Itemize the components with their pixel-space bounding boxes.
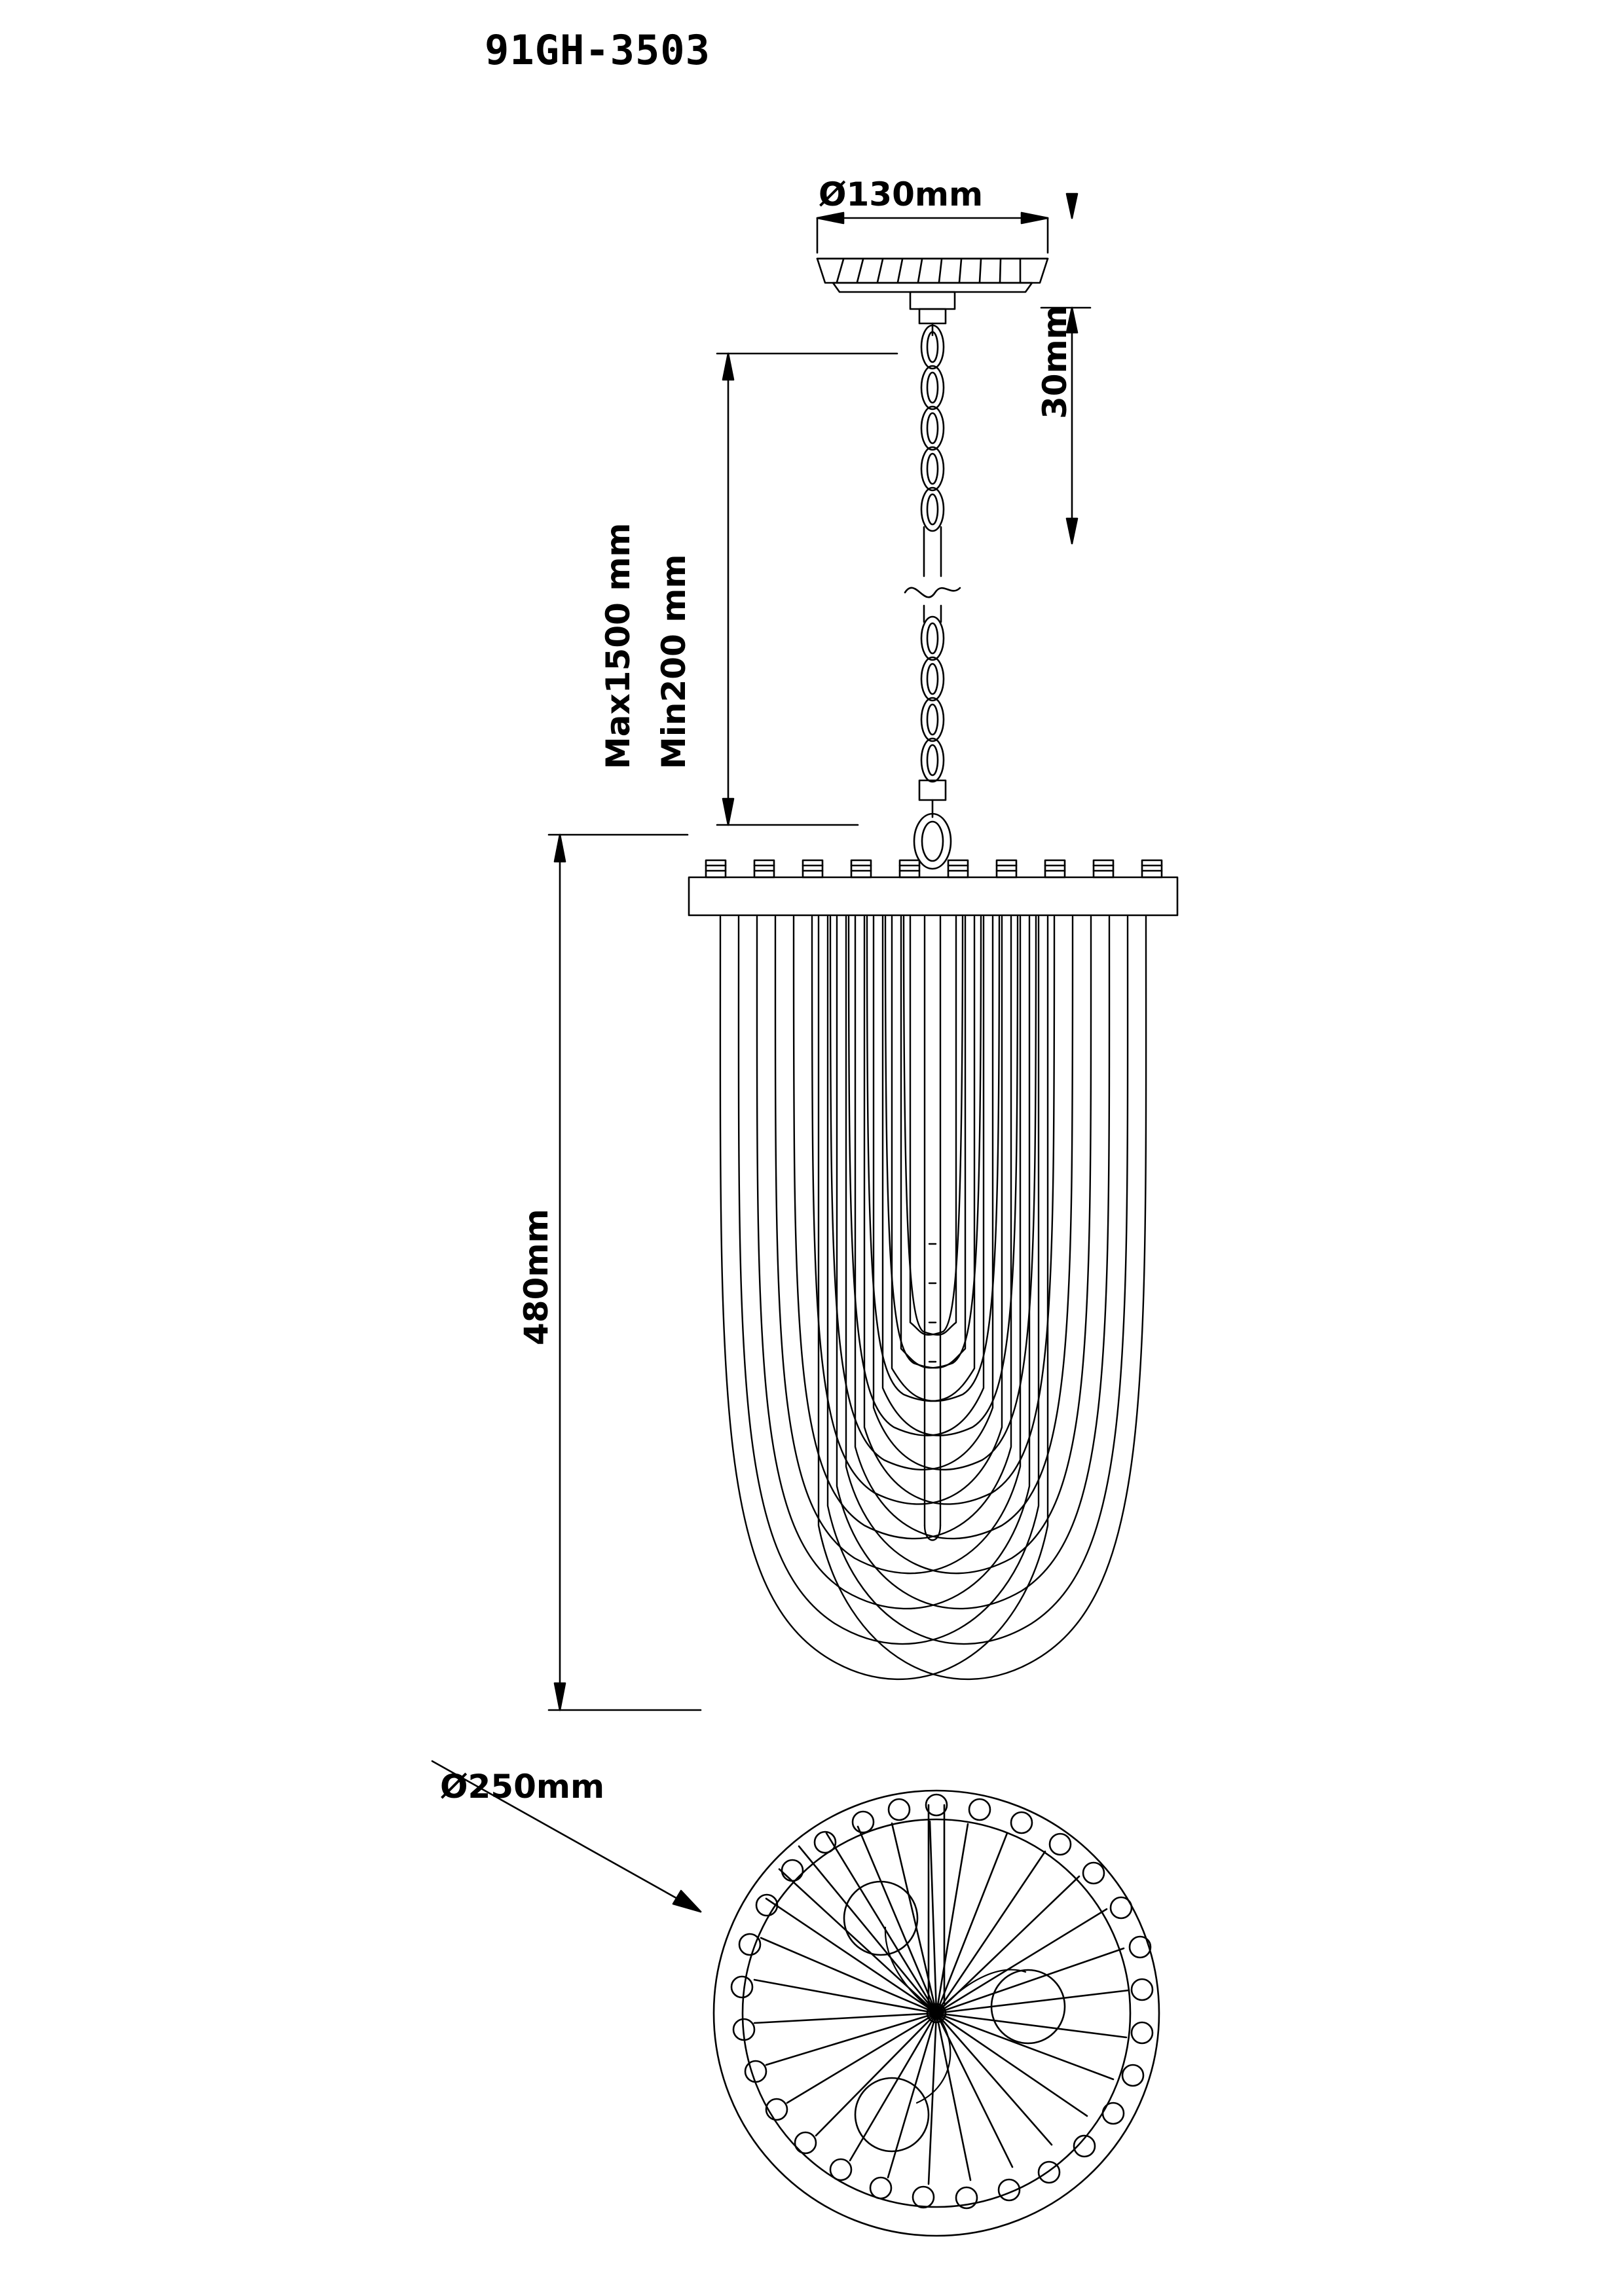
dimension-canopy-height: 30mm (1036, 305, 1074, 419)
suspension-length-dimension (717, 354, 897, 825)
model-code-label: 91GH-3503 (485, 26, 710, 74)
dimension-body-height: 480mm (517, 1209, 555, 1345)
dimension-body-diameter: Ø250mm (440, 1768, 605, 1806)
dimension-canopy-diameter: Ø130mm (819, 175, 984, 213)
ceiling-canopy (817, 259, 1048, 335)
bottom-plan-view (714, 1791, 1159, 2236)
curved-rod-cage (720, 917, 1146, 1679)
dimension-suspension-min: Min200 mm (655, 554, 693, 769)
dimension-suspension-max: Max1500 mm (599, 522, 637, 769)
body-height-dimension (549, 835, 701, 1710)
canopy-diameter-dimension (817, 213, 1048, 253)
suspension-chain (905, 325, 960, 869)
